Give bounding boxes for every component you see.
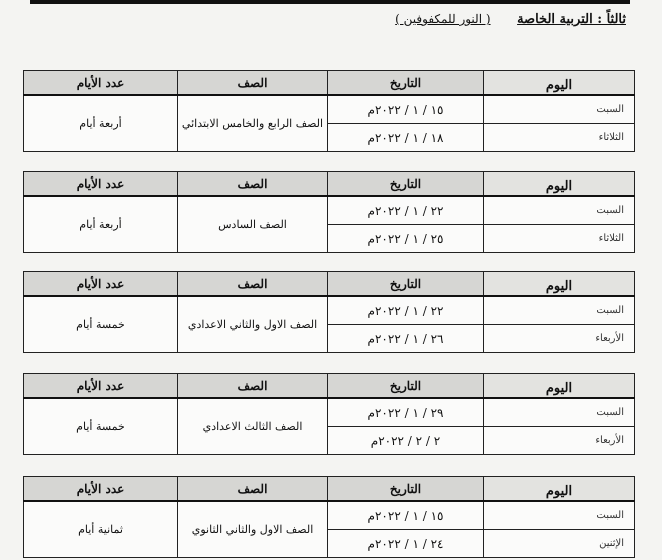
header-count: عدد الأيام <box>24 172 178 197</box>
days-count-cell: أربعة أيام <box>24 196 178 253</box>
table-row <box>24 398 635 427</box>
date-cell: ٢٢ / ١ / ٢٠٢٢م <box>328 296 484 325</box>
days-count-cell: أربعة أيام <box>24 95 178 152</box>
header-grade: الصف <box>178 71 328 96</box>
header-count: عدد الأيام <box>24 71 178 96</box>
days-count-cell: خمسة أيام <box>24 296 178 353</box>
header-day: اليوم <box>484 477 635 502</box>
header-date: التاريخ <box>328 272 484 297</box>
date-cell: ٢٤ / ١ / ٢٠٢٢م <box>328 530 484 558</box>
day-cell: الأربعاء <box>484 325 635 353</box>
header-day: اليوم <box>484 172 635 197</box>
header-date: التاريخ <box>328 71 484 96</box>
header-day: اليوم <box>484 272 635 297</box>
date-cell: ١٥ / ١ / ٢٠٢٢م <box>328 501 484 530</box>
date-cell: ٢٥ / ١ / ٢٠٢٢م <box>328 225 484 253</box>
section-subtitle: ( النور للمكفوفين ) <box>395 12 491 26</box>
day-cell: السبت <box>484 95 635 124</box>
day-cell: السبت <box>484 501 635 530</box>
header-row <box>24 71 635 96</box>
date-cell: ٢ / ٢ / ٢٠٢٢م <box>328 427 484 455</box>
date-cell: ١٥ / ١ / ٢٠٢٢م <box>328 95 484 124</box>
schedule-table <box>23 271 635 353</box>
header-row <box>24 477 635 502</box>
section-heading <box>395 12 626 27</box>
header-date: التاريخ <box>328 477 484 502</box>
header-grade: الصف <box>178 477 328 502</box>
top-border <box>30 0 630 4</box>
day-cell: الثلاثاء <box>484 124 635 152</box>
header-grade: الصف <box>178 374 328 399</box>
grade-cell: الصف الثالث الاعدادي <box>178 398 328 455</box>
header-grade: الصف <box>178 272 328 297</box>
section-title: ثالثاً : التربية الخاصة <box>517 12 626 27</box>
header-row <box>24 272 635 297</box>
header-count: عدد الأيام <box>24 272 178 297</box>
table-row <box>24 501 635 530</box>
date-cell: ٢٦ / ١ / ٢٠٢٢م <box>328 325 484 353</box>
day-cell: السبت <box>484 196 635 225</box>
grade-cell: الصف الرابع والخامس الابتدائي <box>178 95 328 152</box>
header-date: التاريخ <box>328 374 484 399</box>
header-day: اليوم <box>484 374 635 399</box>
day-cell: الأربعاء <box>484 427 635 455</box>
schedule-table <box>23 476 635 558</box>
header-count: عدد الأيام <box>24 374 178 399</box>
header-count: عدد الأيام <box>24 477 178 502</box>
header-row <box>24 374 635 399</box>
table-row <box>24 196 635 225</box>
days-count-cell: خمسة أيام <box>24 398 178 455</box>
date-cell: ٢٩ / ١ / ٢٠٢٢م <box>328 398 484 427</box>
date-cell: ٢٢ / ١ / ٢٠٢٢م <box>328 196 484 225</box>
schedule-table <box>23 373 635 455</box>
table-row <box>24 296 635 325</box>
table-row <box>24 95 635 124</box>
date-cell: ١٨ / ١ / ٢٠٢٢م <box>328 124 484 152</box>
schedule-table <box>23 70 635 152</box>
grade-cell: الصف السادس <box>178 196 328 253</box>
header-grade: الصف <box>178 172 328 197</box>
grade-cell: الصف الاول والثاني الاعدادي <box>178 296 328 353</box>
header-date: التاريخ <box>328 172 484 197</box>
header-day: اليوم <box>484 71 635 96</box>
day-cell: السبت <box>484 398 635 427</box>
grade-cell: الصف الاول والثاني الثانوي <box>178 501 328 558</box>
day-cell: السبت <box>484 296 635 325</box>
day-cell: الإثنين <box>484 530 635 558</box>
day-cell: الثلاثاء <box>484 225 635 253</box>
days-count-cell: ثمانية أيام <box>24 501 178 558</box>
schedule-table <box>23 171 635 253</box>
header-row <box>24 172 635 197</box>
